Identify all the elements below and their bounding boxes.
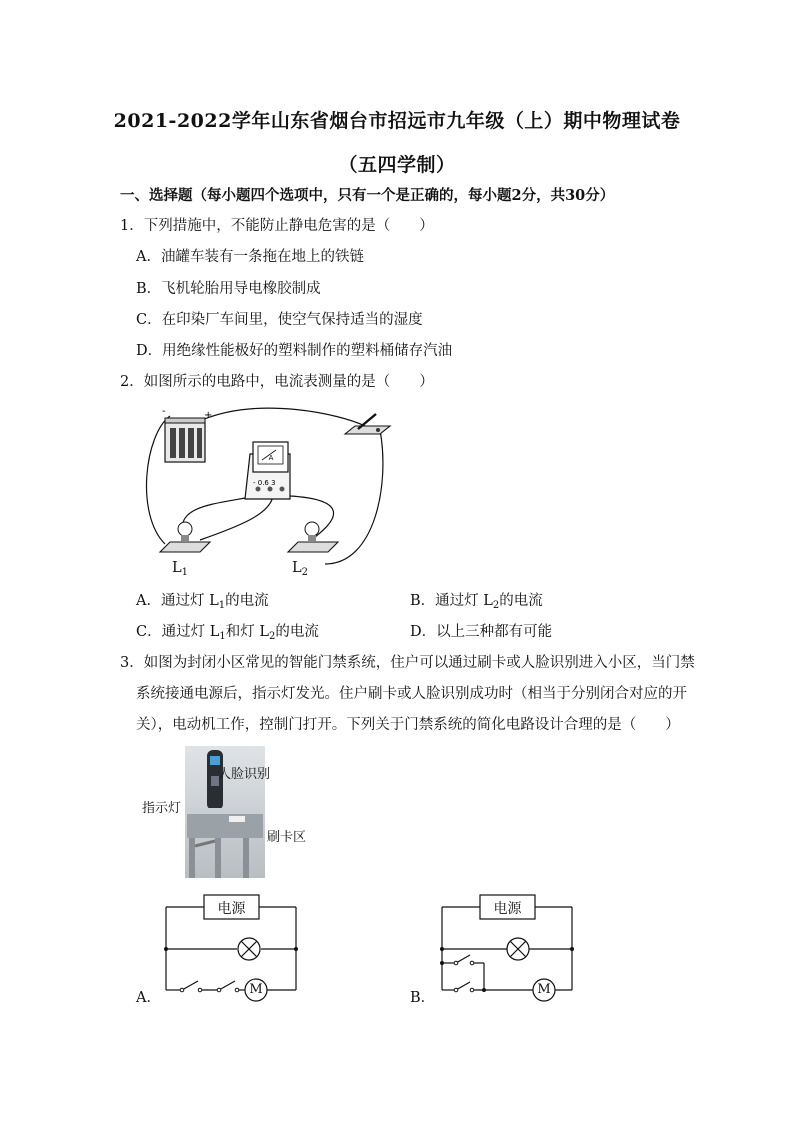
q1-option-b: B．飞机轮胎用导电橡胶制成 (136, 281, 321, 297)
label-indicator-light: 指示灯 (142, 801, 182, 816)
q1-stem: 1．下列措施中，不能防止静电危害的是（ ） (120, 218, 434, 234)
label-face-recognition: 人脸识别 (218, 767, 271, 782)
page-title: 2021-2022学年山东省烟台市招远市九年级（上）期中物理试卷 (113, 110, 681, 132)
q3-stem-line-1: 3．如图为封闭小区常见的智能门禁系统，住户可以通过刷卡或人脸识别进入小区，当门禁 (120, 655, 695, 671)
circuit-b-source-label: 电源 (493, 901, 522, 917)
lamp-l2-icon (288, 522, 338, 552)
q2-option-a: A．通过灯 $L_1$的电流 (136, 593, 269, 611)
battery-plus-label: + (204, 410, 213, 421)
circuit-a-motor-label: M (249, 982, 263, 997)
q2-option-c: C．通过灯 $L_1$和灯 $L_2$的电流 (136, 624, 319, 642)
page-subtitle: （五四学制） (338, 154, 456, 176)
lamp-symbol-b (507, 938, 529, 960)
q1-option-d: D．用绝缘性能极好的塑料制作的塑料桶储存汽油 (136, 343, 453, 359)
circuit-b-option-label: B． (410, 990, 436, 1006)
circuit-a-option-label: A． (136, 990, 161, 1006)
q2-option-d: D．以上三种都有可能 (410, 624, 553, 640)
battery-minus-label: - (162, 406, 166, 417)
ammeter-symbol: A (268, 454, 274, 462)
circuit-a-source-label: 电源 (217, 901, 246, 917)
lamp-l1-label: $L_1$ (172, 560, 189, 578)
q1-option-a: A．油罐车装有一条拖在地上的铁链 (136, 249, 364, 265)
q1-option-c: C．在印染厂车间里，使空气保持适当的湿度 (136, 312, 423, 328)
label-card-area: 刷卡区 (267, 830, 307, 845)
knife-switch-icon (345, 414, 390, 434)
ammeter-scale: - 0.6 3 (253, 479, 276, 487)
section-heading: 一、选择题（每小题四个选项中，只有一个是正确的，每小题2分，共30分） (120, 187, 615, 204)
lamp-l2-label: $L_2$ (292, 560, 309, 578)
q2-option-b: B．通过灯 $L_2$的电流 (410, 593, 543, 611)
q3-stem-line-3: 关），电动机工作，控制门打开。下列关于门禁系统的简化电路设计合理的是（ ） (136, 717, 680, 733)
lamp-symbol-a (238, 938, 260, 960)
ammeter-icon (245, 442, 290, 499)
q2-stem: 2．如图所示的电路中，电流表测量的是（ ） (120, 374, 434, 390)
battery-icon (165, 418, 205, 462)
lamp-l1-icon (160, 522, 210, 552)
circuit-b-motor-label: M (537, 982, 551, 997)
q3-stem-line-2: 系统接通电源后，指示灯发光。住户刷卡或人脸识别成功时（相当于分别闭合对应的开 (136, 686, 687, 702)
q2-circuit-figure (140, 404, 410, 579)
